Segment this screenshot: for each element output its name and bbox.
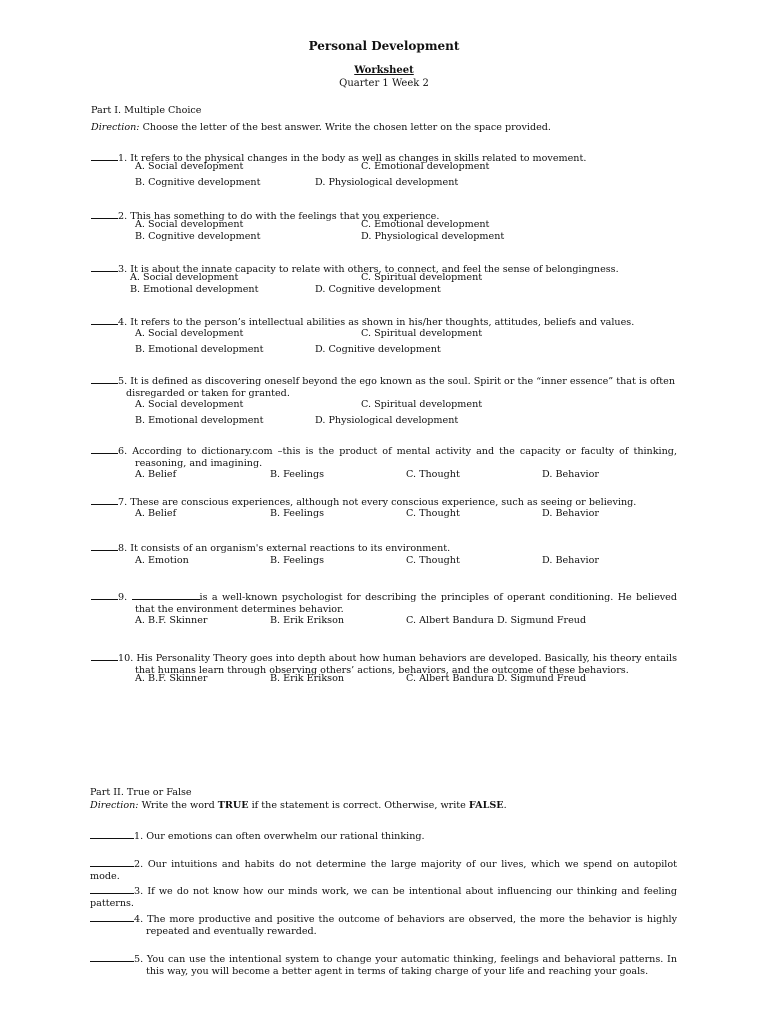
option-b: B. Emotional development xyxy=(130,284,259,295)
option-c: C. Spiritual development xyxy=(361,399,483,410)
option-a: A. Social development xyxy=(135,161,244,172)
question-text: According to dictionary.com –this is the product of mental activity and the capacity or faculty of thinking, reasoning, and imagining. xyxy=(132,446,677,469)
tf-answer-blank-3[interactable] xyxy=(90,883,134,894)
tf-statement-2 xyxy=(90,856,677,883)
option-c: C. Thought xyxy=(406,469,460,480)
question-number: 1. xyxy=(118,153,128,164)
direction-text: . xyxy=(503,800,507,811)
question-9 xyxy=(91,589,677,616)
option-b: B. Cognitive development xyxy=(135,231,261,242)
question-text: It refers to the person’s intellectual abilities as shown in his/her thoughts, attitudes, beliefs and values. xyxy=(130,317,635,328)
answer-blank-9[interactable] xyxy=(91,589,118,600)
option-d: D. Cognitive development xyxy=(315,284,441,295)
option-a: A. Social development xyxy=(135,328,244,339)
tf-statement-4 xyxy=(90,911,677,938)
false-keyword: FALSE xyxy=(468,800,504,811)
tf-answer-blank-4[interactable] xyxy=(90,911,134,922)
answer-blank-10[interactable] xyxy=(91,650,118,661)
option-c: C. Albert Bandura xyxy=(406,615,494,626)
question-number: 4. xyxy=(118,317,128,328)
quarter-week-label: Quarter 1 Week 2 xyxy=(339,78,429,89)
question-number: 2. xyxy=(118,211,128,222)
question-number: 8. xyxy=(118,543,128,554)
question-8 xyxy=(91,540,677,555)
question-number: 10. xyxy=(118,653,134,664)
option-d: D. Behavior xyxy=(542,469,599,480)
option-b: B. Feelings xyxy=(270,508,325,519)
option-d: D. Behavior xyxy=(542,508,599,519)
part1-direction xyxy=(91,123,551,133)
answer-blank-3[interactable] xyxy=(91,261,118,272)
question-text: It refers to the physical changes in the body as well as changes in skills related to movement. xyxy=(130,153,587,164)
question-number: 9. xyxy=(118,592,128,603)
tf-answer-blank-2[interactable] xyxy=(90,856,134,867)
answer-blank-6[interactable] xyxy=(91,443,118,454)
question-text: It is about the innate capacity to relate with others, to connect, and feel the sense of belongingness. xyxy=(130,264,619,275)
question-5 xyxy=(91,373,677,400)
statement-number: 4. xyxy=(134,914,144,925)
question-4 xyxy=(91,314,677,329)
statement-number: 1. xyxy=(134,831,144,842)
option-d: D. Cognitive development xyxy=(315,344,441,355)
option-a: A. B.F. Skinner xyxy=(135,615,208,626)
option-d: D. Sigmund Freud xyxy=(497,673,587,684)
answer-blank-1[interactable] xyxy=(91,150,118,161)
statement-number: 5. xyxy=(134,954,144,965)
option-a: A. Emotion xyxy=(135,555,189,566)
statement-number: 3. xyxy=(134,886,144,897)
option-a: A. Social development xyxy=(135,399,244,410)
option-c: C. Spiritual development xyxy=(361,272,483,283)
option-d: D. Behavior xyxy=(542,555,599,566)
page-title: Personal Development xyxy=(308,39,460,53)
question-number: 7. xyxy=(118,497,128,508)
question-text: It consists of an organism's external reactions to its environment. xyxy=(130,543,451,554)
tf-statement-5 xyxy=(90,951,677,978)
option-b: B. Erik Erikson xyxy=(270,673,345,684)
option-d: D. Physiological development xyxy=(315,177,459,188)
question-number: 5. xyxy=(118,376,128,387)
part2-direction xyxy=(90,801,507,811)
option-d: D. Physiological development xyxy=(315,415,459,426)
option-c: C. Emotional development xyxy=(361,219,490,230)
statement-text: The more productive and positive the outcome of behaviors are observed, the more the behavior is highly repeated and eventually rewarded. xyxy=(146,914,677,937)
direction-text: Choose the letter of the best answer. Write the chosen letter on the space provided. xyxy=(139,122,551,133)
part1-heading: Part I. Multiple Choice xyxy=(91,105,202,116)
question-6 xyxy=(91,443,677,470)
option-b: B. Emotional development xyxy=(135,344,264,355)
statement-text: Our intuitions and habits do not determine the large majority of our lives, which we spend on autopilot mode. xyxy=(90,859,677,882)
statement-text: You can use the intentional system to change your automatic thinking, feelings and behavioral patterns. In this way, you will become a better agent in terms of taking charge of your life and reaching your goals. xyxy=(146,954,677,977)
option-c: C. Emotional development xyxy=(361,161,490,172)
option-b: B. Erik Erikson xyxy=(270,615,345,626)
option-a: A. Belief xyxy=(135,508,177,519)
option-c: C. Thought xyxy=(406,508,460,519)
direction-label: Direction: xyxy=(90,800,139,811)
option-d: D. Physiological development xyxy=(361,231,505,242)
answer-blank-5[interactable] xyxy=(91,373,118,384)
option-c: C. Albert Bandura xyxy=(406,673,494,684)
answer-blank-7[interactable] xyxy=(91,494,118,505)
question-number: 3. xyxy=(118,264,128,275)
option-a: A. B.F. Skinner xyxy=(135,673,208,684)
question-text: It is defined as discovering oneself beyond the ego known as the soul. Spirit or the “inner essence” that is often disregarded or taken for granted. xyxy=(126,376,675,399)
option-c: C. Spiritual development xyxy=(361,328,483,339)
answer-blank-8[interactable] xyxy=(91,540,118,551)
question-text: This has something to do with the feelings that you experience. xyxy=(130,211,440,222)
true-keyword: TRUE xyxy=(217,800,249,811)
answer-blank-2[interactable] xyxy=(91,208,118,219)
worksheet-subtitle: Worksheet xyxy=(354,65,414,76)
tf-answer-blank-1[interactable] xyxy=(90,828,134,839)
statement-text: If we do not know how our minds work, we can be intentional about influencing our thinking and feeling patterns. xyxy=(90,886,677,909)
statement-text: Our emotions can often overwhelm our rational thinking. xyxy=(146,831,425,842)
option-b: B. Cognitive development xyxy=(135,177,261,188)
tf-statement-3 xyxy=(90,883,677,910)
question-number: 6. xyxy=(118,446,128,457)
option-a: A. Belief xyxy=(135,469,177,480)
question-text: These are conscious experiences, although not every conscious experience, such as seeing or believing. xyxy=(130,497,637,508)
answer-blank-4[interactable] xyxy=(91,314,118,325)
option-b: B. Feelings xyxy=(270,469,325,480)
part2-heading: Part II. True or False xyxy=(90,787,192,798)
name-blank-9[interactable] xyxy=(132,589,200,600)
direction-text: if the statement is correct. Otherwise, write xyxy=(248,800,469,811)
tf-answer-blank-5[interactable] xyxy=(90,951,134,962)
option-d: D. Sigmund Freud xyxy=(497,615,587,626)
question-text: is a well-known psychologist for describing the principles of operant conditioning. He believed that the environment determines behavior. xyxy=(135,592,677,615)
option-c: C. Thought xyxy=(406,555,460,566)
direction-label: Direction: xyxy=(91,122,140,133)
question-7 xyxy=(91,494,677,509)
option-a: A. Social development xyxy=(130,272,239,283)
option-b: B. Emotional development xyxy=(135,415,264,426)
tf-statement-1 xyxy=(90,828,677,843)
option-b: B. Feelings xyxy=(270,555,325,566)
option-a: A. Social development xyxy=(135,219,244,230)
question-text: His Personality Theory goes into depth about how human behaviors are developed. Basically, his theory entails that humans learn through observing others’ actions, behaviors, and the outcome of these behaviors. xyxy=(135,653,677,676)
direction-text: Write the word xyxy=(138,800,218,811)
statement-number: 2. xyxy=(134,859,144,870)
